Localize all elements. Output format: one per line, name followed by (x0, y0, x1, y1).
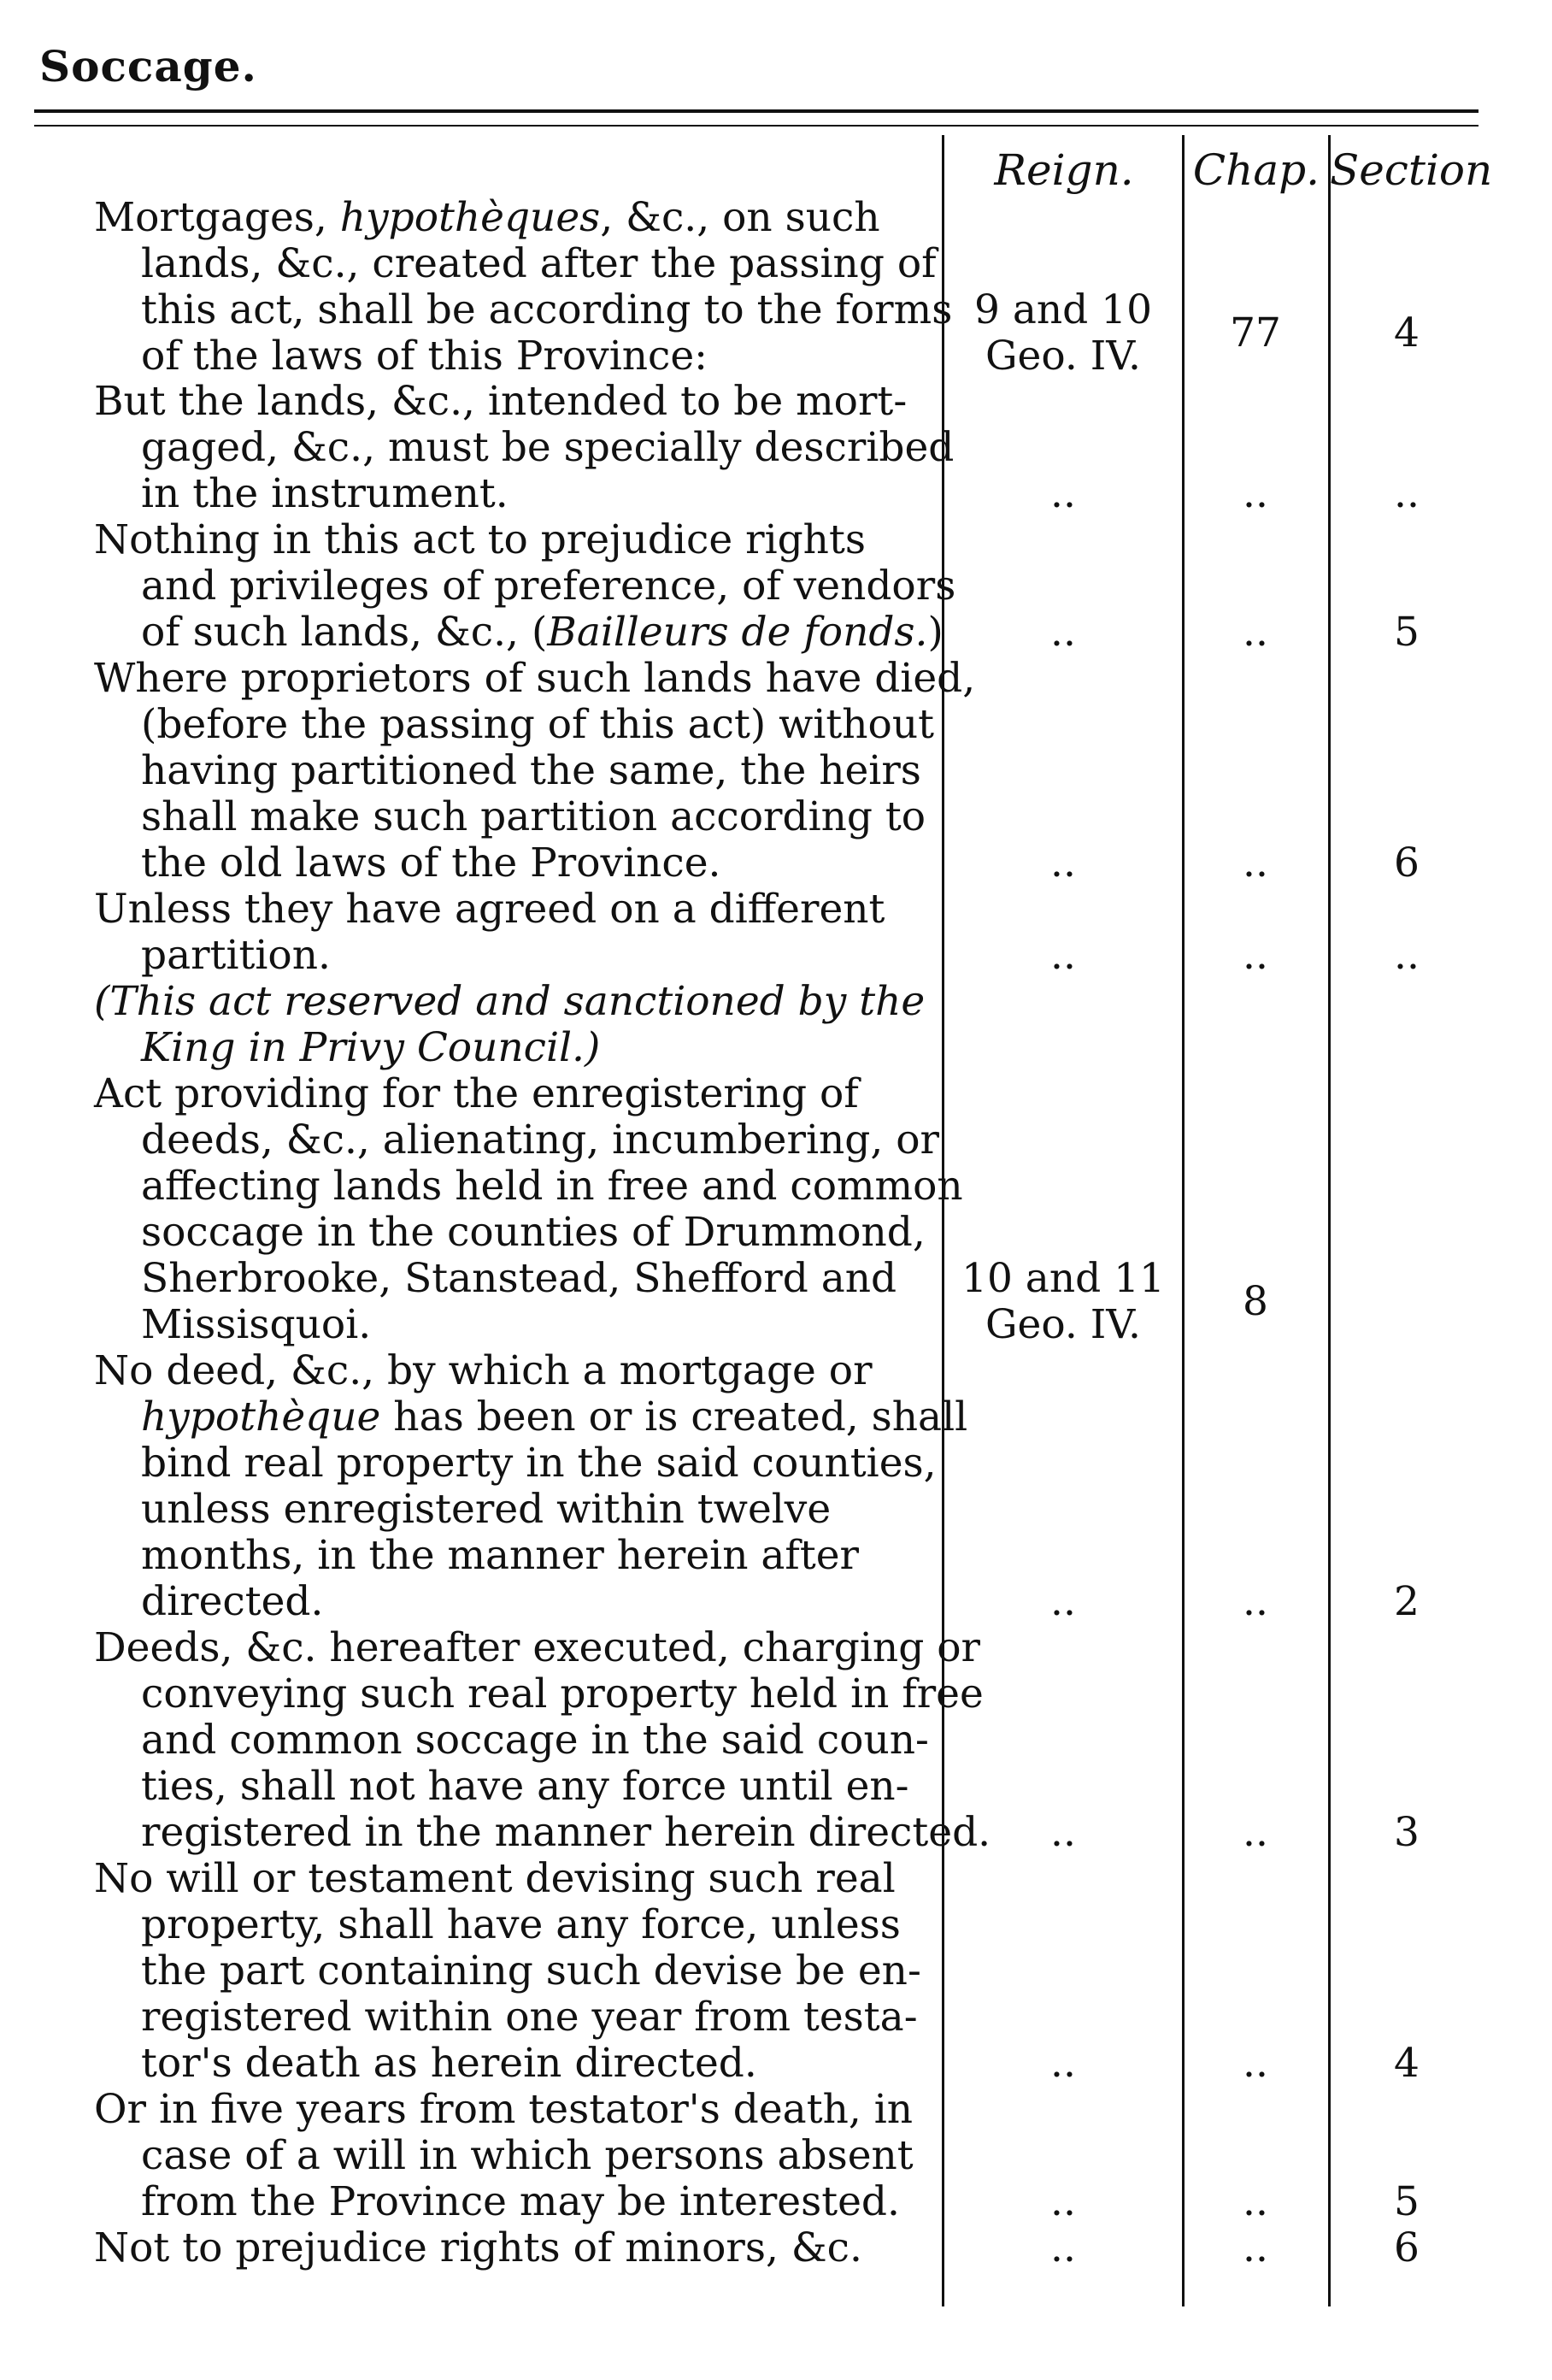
entry-line: registered within one year from testa- (141, 1994, 918, 2041)
entry-line: Nothing in this act to prejudice rights (94, 516, 866, 563)
reign-cell: .. (1050, 609, 1076, 656)
entry-line: Missisquoi. (141, 1301, 372, 1348)
section-cell: .. (1394, 932, 1420, 979)
entry-line: case of a will in which persons absent (141, 2132, 914, 2179)
entry-line: gaged, &c., must be specially described (141, 424, 955, 471)
chapter-cell: .. (1243, 2178, 1268, 2225)
entry-line: partition. (141, 932, 331, 979)
chapter-cell: .. (1243, 932, 1268, 979)
entry-line: months, in the manner herein after (141, 1532, 859, 1579)
chapter-cell: .. (1243, 839, 1268, 887)
entry-line: of the laws of this Province: (141, 333, 708, 380)
index-entry (94, 1856, 940, 2087)
entry-line: deeds, &c., alienating, incumbering, or (141, 1116, 939, 1163)
index-entry (94, 1347, 968, 1625)
index-entry (94, 887, 940, 979)
reign-cell: 9 and 10 Geo. IV. (974, 286, 1152, 380)
entry-line: registered in the manner herein directed. (141, 1809, 991, 1856)
chapter-cell: .. (1243, 470, 1268, 517)
reign-cell: .. (1050, 2178, 1076, 2225)
index-entry (94, 194, 953, 380)
header-rule-thick (34, 109, 1479, 113)
entry-line: Act providing for the enregistering of (94, 1070, 859, 1117)
entry-line: having partitioned the same, the heirs (141, 747, 921, 794)
section-cell: 6 (1394, 839, 1420, 887)
section-cell: 4 (1394, 2040, 1420, 2087)
entry-line: directed. (141, 1578, 324, 1625)
column-header-chap: Chap. (1192, 145, 1320, 195)
section-cell: 3 (1394, 1809, 1420, 1856)
entry-line: from the Province may be interested. (141, 2178, 900, 2225)
index-entry (94, 516, 956, 656)
header-rule-thin (34, 125, 1479, 127)
entry-line: the part containing such devise be en- (141, 1947, 921, 1994)
entry-line: and privileges of preference, of vendors (141, 563, 956, 610)
entry-line: Sherbrooke, Stanstead, Shefford and (141, 1255, 897, 1302)
index-entry (94, 1624, 991, 1856)
entry-line: Or in five years from testator's death, in (94, 2086, 914, 2133)
entry-line: this act, shall be according to the forms (141, 286, 953, 333)
entry-line: lands, &c., created after the passing of (141, 240, 937, 287)
entry-line: property, shall have any force, unless (141, 1901, 901, 1948)
entry-line: King in Privy Council.) (141, 1024, 601, 1071)
entry-line: But the lands, &c., intended to be mort- (94, 378, 908, 425)
section-cell: 2 (1394, 1578, 1420, 1625)
column-divider-chap (1182, 135, 1185, 2306)
entry-line: Deeds, &c. hereafter executed, charging or (94, 1624, 980, 1671)
entry-line: Mortgages, hypothèques, &c., on such (94, 194, 880, 241)
entry-line: No deed, &c., by which a mortgage or (94, 1347, 873, 1394)
entry-line: Where proprietors of such lands have died, (94, 655, 976, 702)
reign-cell: 10 and 11 Geo. IV. (961, 1255, 1165, 1348)
reign-cell: .. (1050, 839, 1076, 887)
entry-line: ties, shall not have any force until en- (141, 1763, 909, 1810)
index-entry (94, 979, 940, 1071)
chapter-cell: .. (1243, 1578, 1268, 1625)
entry-line: No will or testament devising such real (94, 1855, 896, 1902)
reign-cell: .. (1050, 2224, 1076, 2271)
chapter-cell: .. (1243, 609, 1268, 656)
chapter-cell: 8 (1243, 1278, 1268, 1325)
column-header-reign: Reign. (994, 145, 1134, 195)
index-entry (94, 655, 976, 887)
reign-cell: .. (1050, 932, 1076, 979)
entry-line: soccage in the counties of Drummond, (141, 1209, 926, 1256)
index-entry (94, 1070, 963, 1348)
reign-cell: .. (1050, 2040, 1076, 2087)
index-entry (94, 378, 955, 517)
entry-line: (before the passing of this act) without (141, 701, 934, 748)
chapter-cell: .. (1243, 1809, 1268, 1856)
section-cell: .. (1394, 470, 1420, 517)
column-header-section: Section (1330, 145, 1493, 195)
entry-line: Unless they have agreed on a different (94, 886, 885, 933)
entry-line: affecting lands held in free and common (141, 1163, 963, 1210)
chapter-cell: .. (1243, 2224, 1268, 2271)
entry-line: the old laws of the Province. (141, 839, 721, 887)
entry-line: shall make such partition according to (141, 793, 926, 840)
reign-cell: .. (1050, 1809, 1076, 1856)
entry-line: hypothèque has been or is created, shall (141, 1393, 968, 1440)
reign-cell: .. (1050, 1578, 1076, 1625)
column-divider-section (1328, 135, 1331, 2306)
reign-cell: .. (1050, 470, 1076, 517)
entry-line: bind real property in the said counties, (141, 1440, 937, 1487)
entry-line: (This act reserved and sanctioned by the (94, 978, 926, 1025)
index-entry (94, 2225, 940, 2271)
entry-line: conveying such real property held in free (141, 1670, 984, 1717)
index-entry (94, 2087, 940, 2225)
entry-line: Not to prejudice rights of minors, &c. (94, 2224, 862, 2271)
chapter-cell: 77 (1230, 309, 1281, 356)
entry-line: unless enregistered within twelve (141, 1486, 832, 1533)
section-cell: 4 (1394, 309, 1420, 356)
chapter-cell: .. (1243, 2040, 1268, 2087)
section-cell: 5 (1394, 2178, 1420, 2225)
section-cell: 6 (1394, 2224, 1420, 2271)
entry-line: and common soccage in the said coun- (141, 1717, 929, 1764)
entry-line: of such lands, &c., (Bailleurs de fonds.) (141, 609, 944, 656)
section-cell: 5 (1394, 609, 1420, 656)
entry-line: tor's death as herein directed. (141, 2040, 757, 2087)
running-title: Soccage. (39, 41, 257, 91)
entry-line: in the instrument. (141, 470, 509, 517)
